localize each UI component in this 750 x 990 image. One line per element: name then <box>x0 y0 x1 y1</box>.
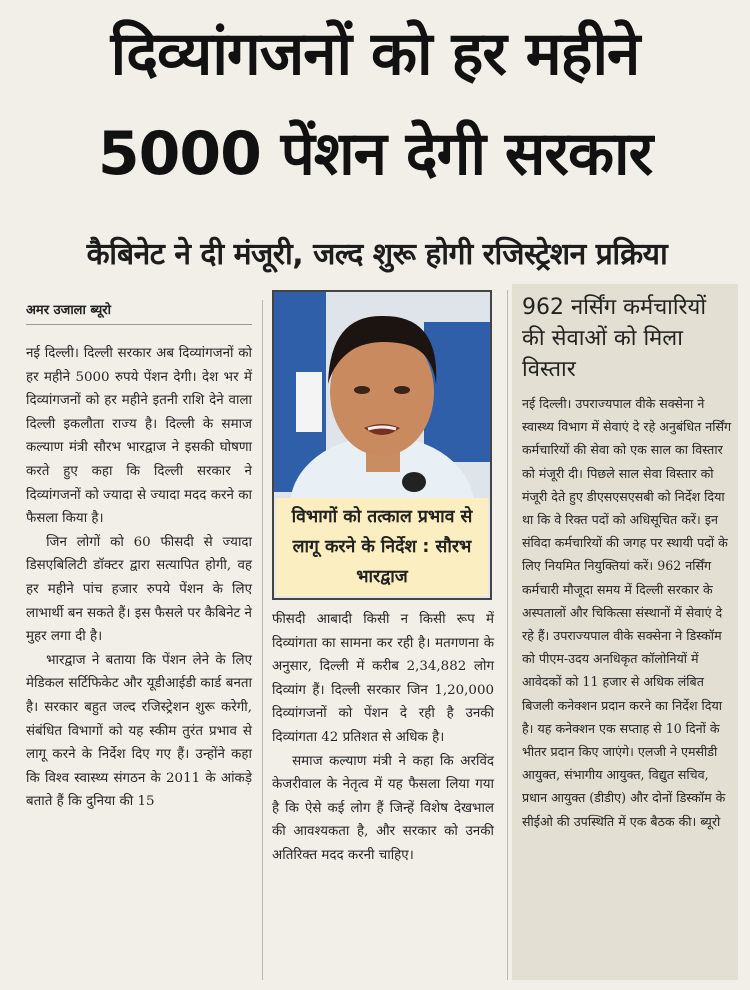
column-divider <box>507 290 508 980</box>
column-divider <box>262 300 263 980</box>
sidebar-paragraph: नई दिल्ली। उपराज्यपाल वीके सक्सेना ने स्वास्थ्य विभाग में सेवाएं दे रहे अनुबंधित नर्सिंग कर्मचारियों की सेवा को एक साल का विस्तार को मंजूरी दी। पिछले साल सेवा विस्तार को मंजूरी देते हुए डीएसएसएसबी को निर्देश दिया था कि वे रिक्त पदों को अधिसूचित करें। इन संविदा कर्मचारियों की जगह पर स्थायी पदों के लिए नियमित नियुक्तियां करें। 962 नर्सिंग कर्मचारी मौजूदा समय में दिल्ली सरकार के अस्पतालों और चिकित्सा संस्थानों में सेवाएं दे रहे हैं। उपराज्यपाल वीके सक्सेना ने डिस्कॉम को पीएम-उदय अनधिकृत कॉलोनियों में आवेदकों को 11 हजार से अधिक लंबित बिजली कनेक्शन प्रदान करने का निर्देश दिया है। यह कनेक्शन एक सप्ताह से 10 दिनों के भीतर प्रदान किए जाएंगे। एलजी ने एमसीडी आयुक्त, संभागीय आयुक्त, विद्युत सचिव, प्रधान आयुक्त (डीडीए) और दोनों डिस्कॉम के सीईओ की उपस्थिति में एक बैठक की। ब्यूरो <box>522 396 732 829</box>
article-column-2 <box>272 608 494 868</box>
article-paragraph: फीसदी आबादी किसी न किसी रूप में दिव्यांगता का सामना कर रही है। मतगणना के अनुसार, दिल्ली में करीब 2,34,882 लोग दिव्यांग हैं। दिल्ली सरकार जिन 1,20,000 दिव्यांगजनों को पेंशन दे रही है उनकी दिव्यांगता 42 प्रतिशत से अधिक है। <box>272 612 494 745</box>
headline-line-1: दिव्यांगजनों को हर महीने <box>110 19 640 89</box>
headline-line-2: 5000 पेंशन देगी सरकार <box>97 119 653 189</box>
portrait-illustration <box>274 292 490 502</box>
byline-divider <box>26 324 252 325</box>
byline: अमर उजाला ब्यूरो <box>26 303 111 318</box>
article-paragraph: जिन लोगों को 60 फीसदी से ज्यादा डिसएबिलिटी डॉक्टर द्वारा सत्यापित होगी, वह हर महीने पांच हजार रुपये पेंशन के लिए लाभार्थी बन सकते हैं। इस फैसले पर कैबिनेट ने मुहर लगा दी है। <box>26 534 252 645</box>
article-column-1 <box>26 342 252 814</box>
article-paragraph: भारद्वाज ने बताया कि पेंशन लेने के लिए मेडिकल सर्टिफिकेट और यूडीआईडी कार्ड बनता है। सरकार बहुत जल्द रजिस्ट्रेशन शुरू करेगी, संबंधित विभागों को यह स्कीम तुरंत प्रभाव से लागू करने के निर्देश दिए गए हैं। उन्होंने कहा कि विश्व स्वास्थ्य संगठन के 2011 के आंकड़े बताते हैं कि दुनिया की 15 <box>26 652 252 810</box>
minister-photo <box>272 290 492 600</box>
sidebar-body <box>522 392 734 833</box>
article-paragraph: समाज कल्याण मंत्री ने कहा कि अरविंद केजरीवाल के नेतृत्व में यह फैसला लिया गया है कि ऐसे कई लोग हैं जिन्हें विशेष देखभाल की आवश्यकता है, और सरकार को उनकी अतिरिक्त मदद करनी चाहिए। <box>272 753 494 863</box>
subheadline: कैबिनेट ने दी मंजूरी, जल्द शुरू होगी रजिस्ट्रेशन प्रक्रिया <box>86 237 668 272</box>
photo-caption: विभागों को तत्काल प्रभाव से लागू करने के निर्देश : सौरभ भारद्वाज <box>276 498 488 596</box>
article-paragraph: नई दिल्ली। दिल्ली सरकार अब दिव्यांगजनों को हर महीने 5000 रुपये पेंशन देगी। देश भर में दिव्यांगजनों को हर महीने इतनी राशि देने वाला दिल्ली इकलौता राज्य है। दिल्ली के समाज कल्याण मंत्री सौरभ भारद्वाज ने इसकी घोषणा करते हुए कहा कि दिल्ली सरकार ने दिव्यांगजनों को ज्यादा से ज्यादा मदद करने का फैसला किया है। <box>26 346 252 527</box>
sidebar-title: 962 नर्सिंग कर्मचारियों की सेवाओं को मिला विस्तार <box>522 295 707 382</box>
